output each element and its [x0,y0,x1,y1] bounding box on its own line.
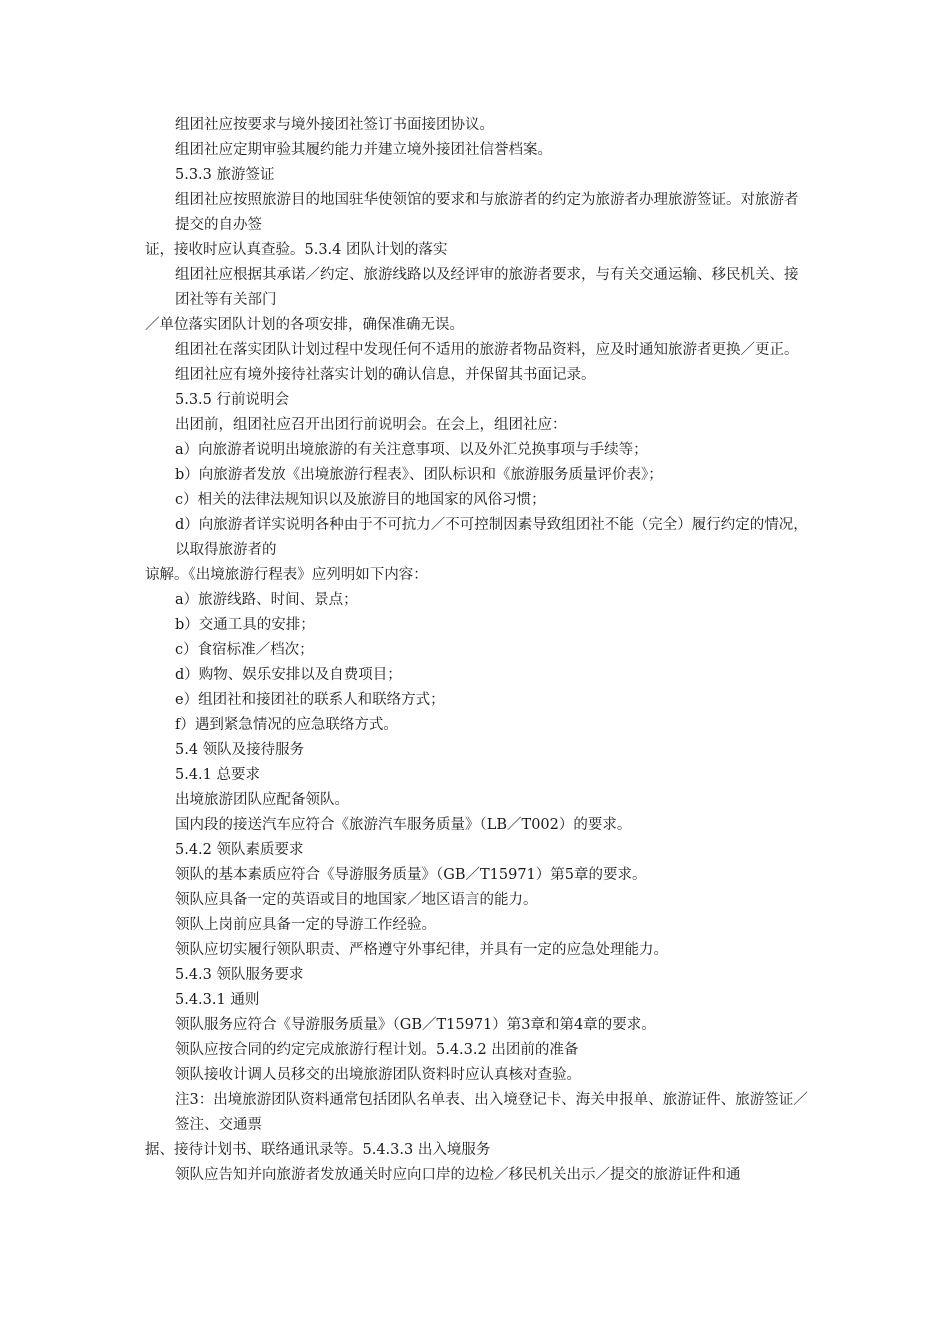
text-line: ／单位落实团队计划的各项安排，确保准确无误。 [145,317,464,333]
text-line: 组团社应按照旅游目的地国驻华使领馆的要求和与旅游者的约定为旅游者办理旅游签证。对旅游者提交的自办签 [175,192,799,233]
text-line: c）食宿标准／档次； [175,642,314,658]
text-line: 注3：出境旅游团队资料通常包括团队名单表、出入境登记卡、海关申报单、旅游证件、旅游签证／签注、交通票 [175,1092,808,1133]
text-line: 领队接收计调人员移交的出境旅游团队资料时应认真核对查验。 [175,1067,581,1083]
text-line: 出团前，组团社应召开出团行前说明会。在会上，组团社应： [175,417,567,433]
text-line: 组团社在落实团队计划过程中发现任何不适用的旅游者物品资料，应及时通知旅游者更换／更正。 [175,342,799,358]
text-line: 领队应切实履行领队职责、严格遵守外事纪律，并具有一定的应急处理能力。 [175,942,668,958]
text-line: a）旅游线路、时间、景点； [175,592,358,608]
text-line: e）组团社和接团社的联系人和联络方式； [175,692,445,708]
text-line: 5.3.5 行前说明会 [175,392,290,408]
text-line: 领队的基本素质应符合《导游服务质量》（GB／T15971）第5章的要求。 [175,867,647,883]
text-line: 国内段的接送汽车应符合《旅游汽车服务质量》（LB／T002）的要求。 [175,817,632,833]
text-line: 谅解。《出境旅游行程表》应列明如下内容： [145,567,428,583]
text-line: 5.4 领队及接待服务 [175,742,305,758]
text-line: 5.4.3.1 通则 [175,992,260,1008]
text-line: d）购物、娱乐安排以及自费项目； [175,667,402,683]
text-line: 领队上岗前应具备一定的导游工作经验。 [175,917,436,933]
text-line: a）向旅游者说明出境旅游的有关注意事项、以及外汇兑换事项与手续等； [175,442,648,458]
text-line: 组团社应定期审验其履约能力并建立境外接团社信誉档案。 [175,142,552,158]
text-line: c）相关的法律法规知识以及旅游目的地国家的风俗习惯； [175,492,546,508]
text-line: 组团社应按要求与境外接团社签订书面接团协议。 [175,117,494,133]
text-line: 领队服务应符合《导游服务质量》（GB／T15971）第3章和第4章的要求。 [175,1017,656,1033]
text-line: 5.4.1 总要求 [175,767,261,783]
text-line: b）交通工具的安排； [175,617,315,633]
text-line: 出境旅游团队应配备领队。 [175,792,349,808]
text-line: 领队应告知并向旅游者发放通关时应向口岸的边检／移民机关出示／提交的旅游证件和通 [175,1167,741,1183]
text-line: d）向旅游者详实说明各种由于不可抗力／不可控制因素导致组团社不能（完全）履行约定的情况，以取得旅游者的 [175,517,808,558]
text-line: 领队应按合同的约定完成旅游行程计划。5.4.3.2 出团前的准备 [175,1042,579,1058]
text-line: b）向旅游者发放《出境旅游行程表》、团队标识和《旅游服务质量评价表》； [175,467,663,483]
document-body [145,113,810,1188]
text-line: 5.3.3 旅游签证 [175,167,275,183]
text-line: 5.4.2 领队素质要求 [175,842,304,858]
text-line: 据、接待计划书、联络通讯录等。5.4.3.3 出入境服务 [145,1142,491,1158]
text-line: 证，接收时应认真查验。5.3.4 团队计划的落实 [145,242,448,258]
text-line: 领队应具备一定的英语或目的地国家／地区语言的能力。 [175,892,538,908]
text-line: 组团社应有境外接待社落实计划的确认信息，并保留其书面记录。 [175,367,596,383]
text-line: 组团社应根据其承诺／约定、旅游线路以及经评审的旅游者要求，与有关交通运输、移民机关、接团社等有关部门 [175,267,799,308]
text-line: f）遇到紧急情况的应急联络方式。 [175,717,398,733]
text-line: 5.4.3 领队服务要求 [175,967,304,983]
